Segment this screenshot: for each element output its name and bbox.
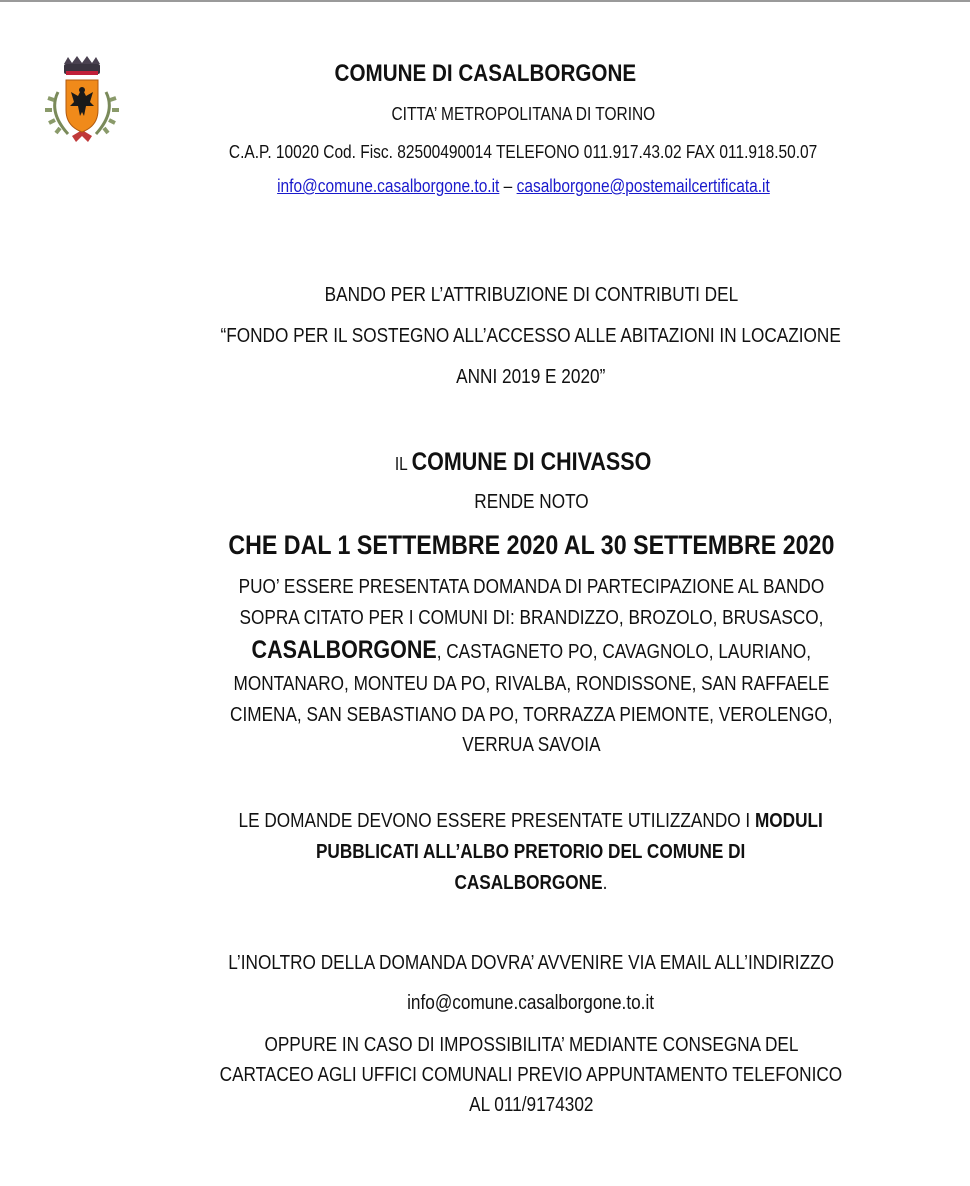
moduli-bold: MODULI [755,810,824,832]
moduli-line-3-wrapper [455,872,608,895]
inoltro-line-4: CARTACEO AGLI UFFICI COMUNALI PREVIO APPUNTAMENTO TELEFONICO [219,1064,843,1086]
moduli-line-1 [46,810,970,833]
moduli-casalborgone: CASALBORGONE [454,872,603,894]
moduli-regular: LE DOMANDE DEVONO ESSERE PRESENTATE UTILIZZANDO I [238,810,756,832]
bando-line-3: ANNI 2019 E 2020” [456,366,606,388]
moduli-line-1-wrapper [239,810,823,833]
comuni-line-3-wrapper [251,636,810,665]
rende-noto: RENDE NOTO [473,491,589,513]
comuni-line-6: VERRUA SAVOIA [461,734,601,756]
issuer-line [38,448,970,477]
casalborgone-bold: CASALBORGONE [251,636,437,664]
comuni-line-5: CIMENA, SAN SEBASTIANO DA PO, TORRAZZA PIEMONTE, VEROLENGO, [229,704,833,726]
email-separator: – [503,176,512,196]
comune-emails [38,176,970,197]
issuer-prefix: IL [394,454,408,474]
comuni-line-3 [46,636,970,665]
inoltro-line-1: L’INOLTRO DELLA DOMANDA DOVRA’ AVVENIRE VIA EMAIL ALL’INDIRIZZO [228,952,834,974]
comune-contacts: C.A.P. 10020 Cod. Fisc. 82500490014 TELEFONO 011.917.43.02 FAX 011.918.50.07 [228,142,818,162]
moduli-line-3 [46,872,970,895]
emails-wrapper [277,176,770,197]
comuni-line-2: SOPRA CITATO PER I COMUNI DI: BRANDIZZO, BROZOLO, BRUSASCO, [239,607,823,629]
inoltro-line-5: AL 011/9174302 [468,1094,594,1116]
issuer-wrapper [395,448,651,477]
top-border [0,0,970,2]
comuni-line-1: PUO’ ESSERE PRESENTATA DOMANDA DI PARTECIPAZIONE AL BANDO [238,576,824,598]
moduli-line-2: PUBBLICATI ALL’ALBO PRETORIO DEL COMUNE DI [316,841,746,863]
moduli-period: . [602,872,608,894]
email-pec-link[interactable]: casalborgone@postemailcertificata.it [516,176,770,196]
comune-subtitle: CITTA’ METROPOLITANA DI TORINO [391,104,655,124]
issuer-name: COMUNE DI CHIVASSO [411,448,652,476]
period-heading: CHE DAL 1 SETTEMBRE 2020 AL 30 SETTEMBRE 2020 [227,530,835,560]
comuni-line-3-rest: , CASTAGNETO PO, CAVAGNOLO, LAURIANO, [436,641,811,663]
email-primary-link[interactable]: info@comune.casalborgone.to.it [276,176,499,196]
bando-line-2: “FONDO PER IL SOSTEGNO ALL’ACCESSO ALLE ABITAZIONI IN LOCAZIONE [220,325,842,347]
comune-title: COMUNE DI CASALBORGONE [334,60,636,87]
comuni-line-4: MONTANARO, MONTEU DA PO, RIVALBA, RONDISSONE, SAN RAFFAELE [233,673,829,695]
bando-line-1: BANDO PER L’ATTRIBUZIONE DI CONTRIBUTI DEL [324,284,738,306]
inoltro-line-3: OPPURE IN CASO DI IMPOSSIBILITA’ MEDIANTE CONSEGNA DEL [264,1034,798,1056]
inoltro-email: info@comune.casalborgone.to.it [407,992,655,1014]
